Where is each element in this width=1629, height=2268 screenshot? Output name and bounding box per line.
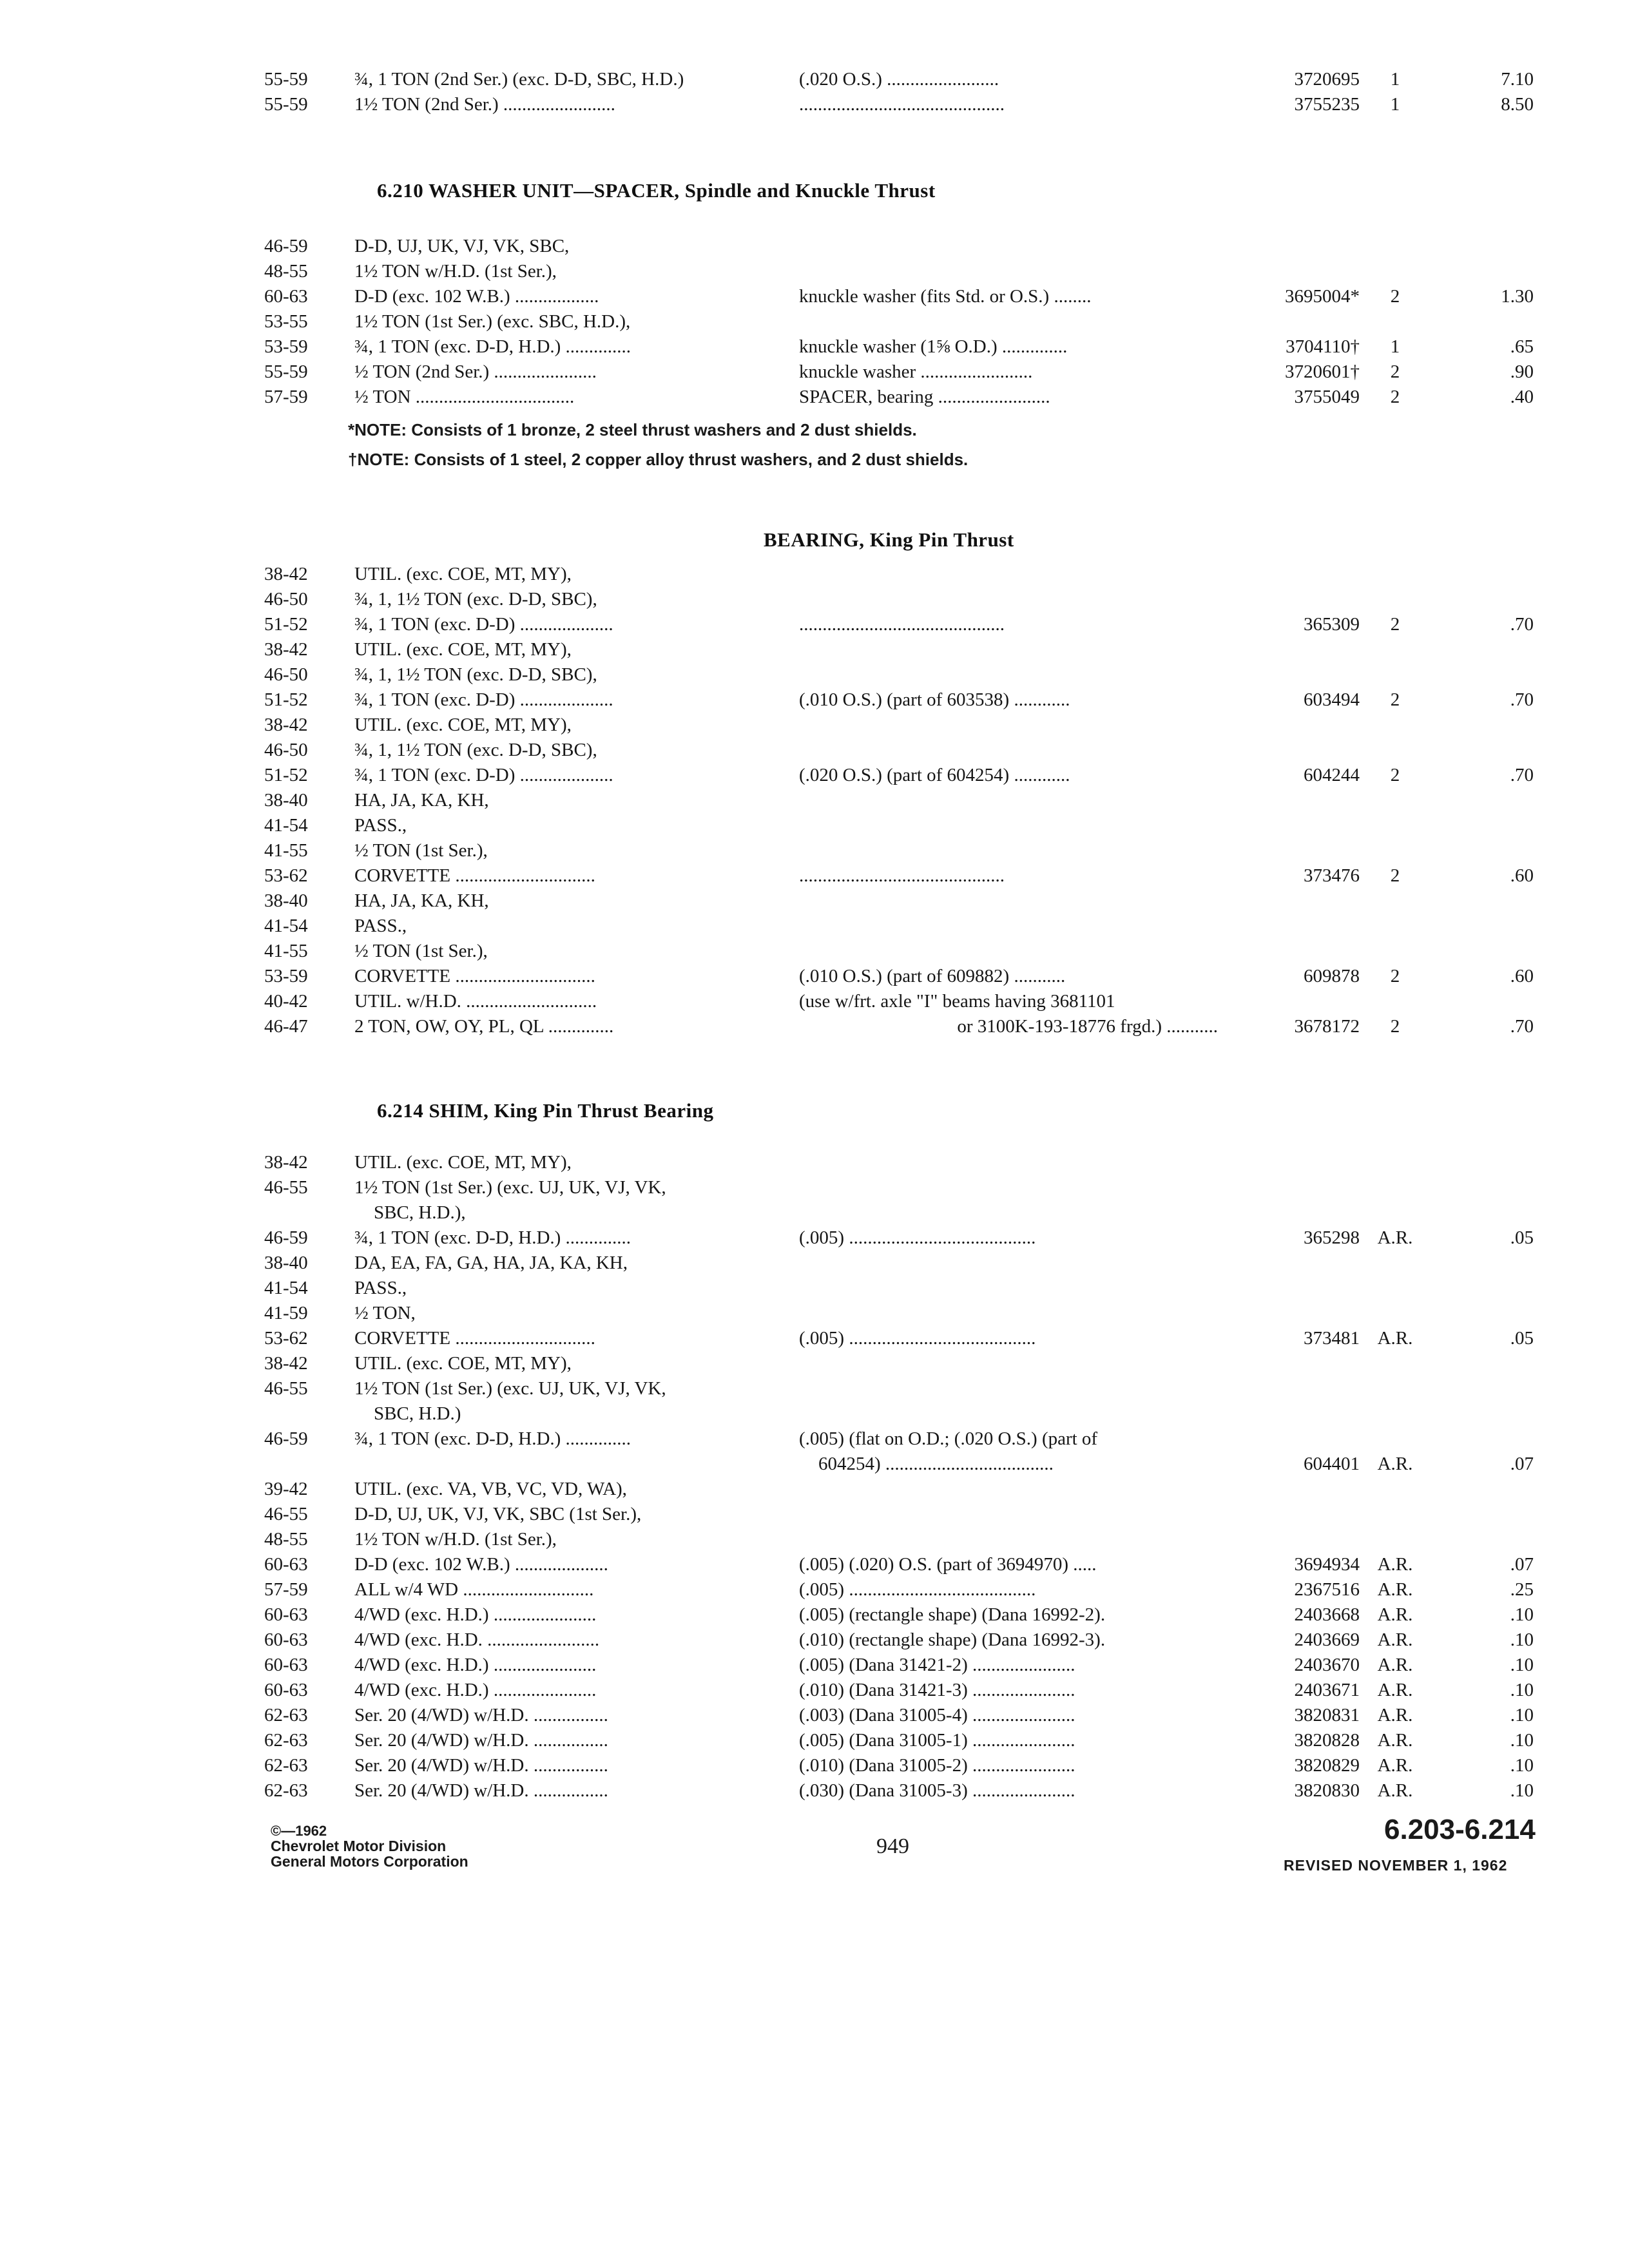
model-applicability: 1½ TON (2nd Ser.) ........................: [354, 94, 615, 115]
quantity: 1: [1390, 336, 1400, 357]
model-applicability: ¾, 1 TON (exc. D-D) ....................: [354, 765, 613, 785]
table-row: [264, 889, 1527, 914]
model-applicability: UTIL. (exc. COE, MT, MY),: [354, 1152, 572, 1173]
table-row: [264, 914, 1527, 939]
part-description: (.010 O.S.) (part of 603538) ............: [799, 689, 1070, 710]
model-applicability: 2 TON, OW, OY, PL, QL ..............: [354, 1016, 614, 1037]
price: .10: [1510, 1680, 1534, 1700]
year-range: 62-63: [264, 1755, 308, 1776]
part-description: (.005) (rectangle shape) (Dana 16992-2).: [799, 1604, 1106, 1625]
model-applicability: ¾, 1, 1½ TON (exc. D-D, SBC),: [354, 664, 597, 685]
table-row: [264, 1527, 1527, 1552]
table-row: [264, 1376, 1527, 1401]
year-range: 53-62: [264, 1328, 308, 1349]
table-row: [264, 284, 1534, 309]
year-range: 41-54: [264, 1278, 308, 1298]
quantity: A.R.: [1377, 1705, 1413, 1725]
table-row: [264, 1301, 1527, 1326]
quantity: 2: [1390, 614, 1400, 635]
part-number: 3720695: [1294, 69, 1360, 90]
year-range: 51-52: [264, 689, 308, 710]
part-description: knuckle washer (fits Std. or O.S.) ........: [799, 286, 1092, 307]
price: .40: [1510, 387, 1534, 407]
price: .10: [1510, 1655, 1534, 1675]
model-applicability: ¾, 1, 1½ TON (exc. D-D, SBC),: [354, 740, 597, 760]
part-number: 3694934: [1294, 1554, 1360, 1575]
footer-copyright: ©—1962: [271, 1823, 327, 1839]
year-range: 53-62: [264, 865, 308, 886]
table-row: [264, 1628, 1534, 1653]
quantity: 2: [1390, 1016, 1400, 1037]
table-row: [264, 1678, 1534, 1703]
table-6-210: [264, 234, 1534, 410]
model-applicability: ALL w/4 WD ............................: [354, 1579, 594, 1600]
part-number: 2403670: [1294, 1655, 1360, 1675]
year-range: 41-54: [264, 916, 308, 936]
section-heading-6-214: 6.214 SHIM, King Pin Thrust Bearing: [377, 1099, 714, 1122]
year-range: 62-63: [264, 1705, 308, 1725]
part-description: 604254) ....................................: [818, 1454, 1054, 1474]
model-applicability: ½ TON ..................................: [354, 387, 575, 407]
price: .70: [1510, 614, 1534, 635]
part-description: (.005) ........................................: [799, 1579, 1036, 1600]
year-range: 46-55: [264, 1177, 308, 1198]
part-number: 3695004*: [1285, 286, 1360, 307]
model-applicability: Ser. 20 (4/WD) w/H.D. ................: [354, 1705, 608, 1725]
part-number: 3704110†: [1286, 336, 1360, 357]
table-row: [264, 334, 1534, 360]
year-range: 51-52: [264, 614, 308, 635]
part-description: or 3100K-193-18776 frgd.) ...........: [957, 1016, 1218, 1037]
year-range: 48-55: [264, 1529, 308, 1550]
section-heading-6-210: 6.210 WASHER UNIT—SPACER, Spindle and Knuckle Thrust: [377, 179, 936, 202]
part-description: ............................................: [799, 614, 1005, 635]
part-number: 373481: [1304, 1328, 1360, 1349]
quantity: 1: [1390, 69, 1400, 90]
quantity: A.R.: [1377, 1655, 1413, 1675]
table-row: [264, 259, 1527, 284]
quantity: A.R.: [1377, 1328, 1413, 1349]
year-range: 41-55: [264, 840, 308, 861]
price: 8.50: [1501, 94, 1534, 115]
year-range: 46-55: [264, 1504, 308, 1524]
price: 1.30: [1501, 286, 1534, 307]
part-description: (use w/frt. axle "I" beams having 3681101: [799, 991, 1115, 1012]
price: .70: [1510, 1016, 1534, 1037]
table-row: [264, 813, 1527, 838]
price: .90: [1510, 361, 1534, 382]
part-number: 3820829: [1294, 1755, 1360, 1776]
table-row: [264, 1477, 1527, 1502]
year-range: 60-63: [264, 1604, 308, 1625]
table-row: [264, 1175, 1527, 1200]
model-applicability: 1½ TON w/H.D. (1st Ser.),: [354, 1529, 557, 1550]
quantity: A.R.: [1377, 1554, 1413, 1575]
price: .07: [1510, 1454, 1534, 1474]
model-applicability: ¾, 1 TON (exc. D-D, H.D.) ..............: [354, 1428, 631, 1449]
section-heading-bearing: BEARING, King Pin Thrust: [764, 528, 1014, 551]
model-applicability: ½ TON,: [354, 1303, 416, 1323]
part-number: 365298: [1304, 1227, 1360, 1248]
part-description: ............................................: [799, 865, 1005, 886]
quantity: A.R.: [1377, 1454, 1413, 1474]
part-description: (.020 O.S.) (part of 604254) ............: [799, 765, 1070, 785]
year-range: 41-54: [264, 815, 308, 836]
table-row: [264, 989, 1527, 1014]
model-applicability: CORVETTE ..............................: [354, 865, 595, 886]
price: .60: [1510, 966, 1534, 986]
part-number: 373476: [1304, 865, 1360, 886]
model-applicability: PASS.,: [354, 916, 407, 936]
model-applicability: UTIL. (exc. COE, MT, MY),: [354, 564, 572, 584]
price: .10: [1510, 1755, 1534, 1776]
model-applicability: 1½ TON (1st Ser.) (exc. SBC, H.D.),: [354, 311, 631, 332]
table-row: [264, 309, 1527, 334]
price: .10: [1510, 1730, 1534, 1751]
part-description: ............................................: [799, 94, 1005, 115]
year-range: 38-42: [264, 715, 308, 735]
table-row: [264, 1552, 1534, 1577]
model-applicability: D-D, UJ, UK, VJ, VK, SBC (1st Ser.),: [354, 1504, 642, 1524]
model-applicability: 1½ TON (1st Ser.) (exc. UJ, UK, VJ, VK,: [354, 1378, 666, 1399]
model-applicability: ¾, 1 TON (exc. D-D) ....................: [354, 614, 613, 635]
year-range: 60-63: [264, 1655, 308, 1675]
price: .70: [1510, 765, 1534, 785]
part-number: 3720601†: [1285, 361, 1360, 382]
part-number: 609878: [1304, 966, 1360, 986]
model-applicability: 1½ TON w/H.D. (1st Ser.),: [354, 261, 557, 282]
quantity: 2: [1390, 966, 1400, 986]
part-number: 3755049: [1294, 387, 1360, 407]
table-row: [264, 939, 1527, 964]
part-number: 604244: [1304, 765, 1360, 785]
year-range: 53-55: [264, 311, 308, 332]
table-row: [264, 67, 1534, 92]
table-bearing: [264, 562, 1534, 1039]
quantity: 1: [1390, 94, 1400, 115]
year-range: 57-59: [264, 1579, 308, 1600]
table-row: [264, 612, 1534, 637]
quantity: A.R.: [1377, 1680, 1413, 1700]
part-description: (.005) (flat on O.D.; (.020 O.S.) (part of: [799, 1428, 1098, 1449]
table-row: [264, 738, 1527, 763]
part-description: (.005) ........................................: [799, 1328, 1036, 1349]
model-applicability: ¾, 1 TON (2nd Ser.) (exc. D-D, SBC, H.D.): [354, 69, 684, 90]
quantity: A.R.: [1377, 1579, 1413, 1600]
part-description: (.005) ........................................: [799, 1227, 1036, 1248]
year-range: 46-59: [264, 236, 308, 256]
quantity: A.R.: [1377, 1629, 1413, 1650]
year-range: 60-63: [264, 1680, 308, 1700]
model-applicability: ¾, 1, 1½ TON (exc. D-D, SBC),: [354, 589, 597, 610]
part-number: 3755235: [1294, 94, 1360, 115]
part-description: SPACER, bearing ........................: [799, 387, 1050, 407]
section-range: 6.203-6.214: [1384, 1814, 1536, 1845]
note-dagger: †NOTE: Consists of 1 steel, 2 copper alloy thrust washers, and 2 dust shields.: [348, 450, 969, 469]
model-applicability: 1½ TON (1st Ser.) (exc. UJ, UK, VJ, VK,: [354, 1177, 666, 1198]
footer-division: Chevrolet Motor Division: [271, 1838, 447, 1854]
year-range: 48-55: [264, 261, 308, 282]
year-range: 40-42: [264, 991, 308, 1012]
quantity: A.R.: [1377, 1604, 1413, 1625]
part-number: 3820830: [1294, 1780, 1360, 1801]
table-row: [264, 92, 1534, 117]
table-row: [264, 1577, 1534, 1602]
table-row: [264, 863, 1534, 889]
part-description: (.005) (Dana 31421-2) ......................: [799, 1655, 1075, 1675]
table-row: [264, 1602, 1534, 1628]
table-row: [264, 1351, 1527, 1376]
year-range: 55-59: [264, 94, 308, 115]
table-row: [264, 234, 1527, 259]
year-range: 46-55: [264, 1378, 308, 1399]
part-number: 3678172: [1294, 1016, 1360, 1037]
table-row: [264, 964, 1534, 989]
year-range: 38-40: [264, 790, 308, 811]
year-range: 60-63: [264, 1629, 308, 1650]
part-description: knuckle washer ........................: [799, 361, 1033, 382]
year-range: 60-63: [264, 286, 308, 307]
model-applicability: 4/WD (exc. H.D.) ......................: [354, 1680, 597, 1700]
table-row: [264, 562, 1527, 587]
year-range: 39-42: [264, 1479, 308, 1499]
table-row: [264, 360, 1534, 385]
year-range: 55-59: [264, 361, 308, 382]
year-range: 57-59: [264, 387, 308, 407]
quantity: 2: [1390, 286, 1400, 307]
year-range: 46-59: [264, 1428, 308, 1449]
model-applicability: SBC, H.D.): [374, 1403, 461, 1424]
table-row: [264, 1778, 1534, 1803]
year-range: 53-59: [264, 336, 308, 357]
table-row: [264, 1753, 1534, 1778]
model-applicability: ½ TON (1st Ser.),: [354, 941, 488, 961]
top-rows: [264, 67, 1534, 117]
model-applicability: ½ TON (2nd Ser.) ......................: [354, 361, 597, 382]
year-range: 38-42: [264, 639, 308, 660]
quantity: 2: [1390, 865, 1400, 886]
model-applicability: UTIL. (exc. COE, MT, MY),: [354, 639, 572, 660]
table-row: [264, 1150, 1527, 1175]
part-description: (.010) (Dana 31421-3) ......................: [799, 1680, 1075, 1700]
part-number: 604401: [1304, 1454, 1360, 1474]
model-applicability: UTIL. w/H.D. ............................: [354, 991, 597, 1012]
year-range: 38-42: [264, 564, 308, 584]
price: .25: [1510, 1579, 1534, 1600]
part-description: (.030) (Dana 31005-3) ......................: [799, 1780, 1075, 1801]
part-description: (.020 O.S.) ........................: [799, 69, 999, 90]
table-row: [264, 1703, 1534, 1728]
price: .10: [1510, 1705, 1534, 1725]
price: .70: [1510, 689, 1534, 710]
table-row: [264, 1225, 1534, 1251]
model-applicability: Ser. 20 (4/WD) w/H.D. ................: [354, 1755, 608, 1776]
model-applicability: D-D, UJ, UK, VJ, VK, SBC,: [354, 236, 570, 256]
year-range: 38-42: [264, 1152, 308, 1173]
year-range: 46-47: [264, 1016, 308, 1037]
table-row: [264, 1251, 1527, 1276]
part-description: (.010 O.S.) (part of 609882) ...........: [799, 966, 1066, 986]
table-row: [264, 1276, 1527, 1301]
table-row: [264, 1326, 1534, 1351]
price: .10: [1510, 1629, 1534, 1650]
table-row: [264, 788, 1527, 813]
year-range: 46-50: [264, 740, 308, 760]
table-row: [264, 1200, 1527, 1225]
table-row: [264, 1014, 1534, 1039]
model-applicability: ¾, 1 TON (exc. D-D, H.D.) ..............: [354, 336, 631, 357]
model-applicability: PASS.,: [354, 815, 407, 836]
quantity: A.R.: [1377, 1227, 1413, 1248]
revised-date: REVISED NOVEMBER 1, 1962: [1284, 1857, 1508, 1874]
model-applicability: UTIL. (exc. VA, VB, VC, VD, WA),: [354, 1479, 627, 1499]
part-description: knuckle washer (1⅝ O.D.) ..............: [799, 336, 1068, 357]
year-range: 62-63: [264, 1730, 308, 1751]
year-range: 60-63: [264, 1554, 308, 1575]
year-range: 51-52: [264, 765, 308, 785]
year-range: 38-42: [264, 1353, 308, 1374]
model-applicability: HA, JA, KA, KH,: [354, 790, 489, 811]
model-applicability: 4/WD (exc. H.D. ........................: [354, 1629, 600, 1650]
year-range: 38-40: [264, 890, 308, 911]
model-applicability: Ser. 20 (4/WD) w/H.D. ................: [354, 1730, 608, 1751]
table-row: [264, 763, 1534, 788]
part-description: (.005) (Dana 31005-1) ......................: [799, 1730, 1075, 1751]
table-row: [264, 1452, 1534, 1477]
table-row: [264, 637, 1527, 662]
part-number: 2403671: [1294, 1680, 1360, 1700]
model-applicability: Ser. 20 (4/WD) w/H.D. ................: [354, 1780, 608, 1801]
table-row: [264, 385, 1534, 410]
table-row: [264, 1502, 1527, 1527]
table-row: [264, 838, 1527, 863]
year-range: 41-59: [264, 1303, 308, 1323]
price: 7.10: [1501, 69, 1534, 90]
part-number: 2367516: [1294, 1579, 1360, 1600]
table-row: [264, 1728, 1534, 1753]
quantity: A.R.: [1377, 1730, 1413, 1751]
model-applicability: ¾, 1 TON (exc. D-D) ....................: [354, 689, 613, 710]
model-applicability: SBC, H.D.),: [374, 1202, 466, 1223]
quantity: 2: [1390, 361, 1400, 382]
price: .10: [1510, 1780, 1534, 1801]
year-range: 53-59: [264, 966, 308, 986]
part-number: 3820828: [1294, 1730, 1360, 1751]
model-applicability: ¾, 1 TON (exc. D-D, H.D.) ..............: [354, 1227, 631, 1248]
model-applicability: UTIL. (exc. COE, MT, MY),: [354, 1353, 572, 1374]
quantity: 2: [1390, 765, 1400, 785]
year-range: 38-40: [264, 1253, 308, 1273]
quantity: 2: [1390, 387, 1400, 407]
part-number: 3820831: [1294, 1705, 1360, 1725]
model-applicability: CORVETTE ..............................: [354, 966, 595, 986]
year-range: 55-59: [264, 69, 308, 90]
page-number: 949: [876, 1834, 909, 1858]
model-applicability: 4/WD (exc. H.D.) ......................: [354, 1655, 597, 1675]
footer-corporation: General Motors Corporation: [271, 1853, 468, 1870]
part-number: 365309: [1304, 614, 1360, 635]
table-row: [264, 713, 1527, 738]
price: .05: [1510, 1227, 1534, 1248]
table-row: [264, 1427, 1527, 1452]
price: .65: [1510, 336, 1534, 357]
year-range: 41-55: [264, 941, 308, 961]
year-range: 62-63: [264, 1780, 308, 1801]
model-applicability: PASS.,: [354, 1278, 407, 1298]
table-row: [264, 662, 1527, 687]
model-applicability: DA, EA, FA, GA, HA, JA, KA, KH,: [354, 1253, 628, 1273]
model-applicability: D-D (exc. 102 W.B.) ....................: [354, 1554, 608, 1575]
table-6-214: [264, 1150, 1534, 1803]
part-description: (.005) (.020) O.S. (part of 3694970) .....: [799, 1554, 1097, 1575]
year-range: 46-50: [264, 664, 308, 685]
part-description: (.010) (rectangle shape) (Dana 16992-3).: [799, 1629, 1106, 1650]
table-row: [264, 587, 1527, 612]
table-row: [264, 1653, 1534, 1678]
model-applicability: 4/WD (exc. H.D.) ......................: [354, 1604, 597, 1625]
model-applicability: D-D (exc. 102 W.B.) ..................: [354, 286, 599, 307]
price: .60: [1510, 865, 1534, 886]
model-applicability: HA, JA, KA, KH,: [354, 890, 489, 911]
price: .10: [1510, 1604, 1534, 1625]
quantity: A.R.: [1377, 1755, 1413, 1776]
model-applicability: ½ TON (1st Ser.),: [354, 840, 488, 861]
year-range: 46-59: [264, 1227, 308, 1248]
note-asterisk: *NOTE: Consists of 1 bronze, 2 steel thrust washers and 2 dust shields.: [348, 420, 917, 439]
price: .07: [1510, 1554, 1534, 1575]
quantity: 2: [1390, 689, 1400, 710]
part-number: 2403669: [1294, 1629, 1360, 1650]
part-description: (.010) (Dana 31005-2) ......................: [799, 1755, 1075, 1776]
table-row: [264, 687, 1534, 713]
year-range: 46-50: [264, 589, 308, 610]
part-number: 603494: [1304, 689, 1360, 710]
price: .05: [1510, 1328, 1534, 1349]
table-row: [264, 1401, 1527, 1427]
model-applicability: UTIL. (exc. COE, MT, MY),: [354, 715, 572, 735]
part-description: (.003) (Dana 31005-4) ......................: [799, 1705, 1075, 1725]
part-number: 2403668: [1294, 1604, 1360, 1625]
quantity: A.R.: [1377, 1780, 1413, 1801]
model-applicability: CORVETTE ..............................: [354, 1328, 595, 1349]
